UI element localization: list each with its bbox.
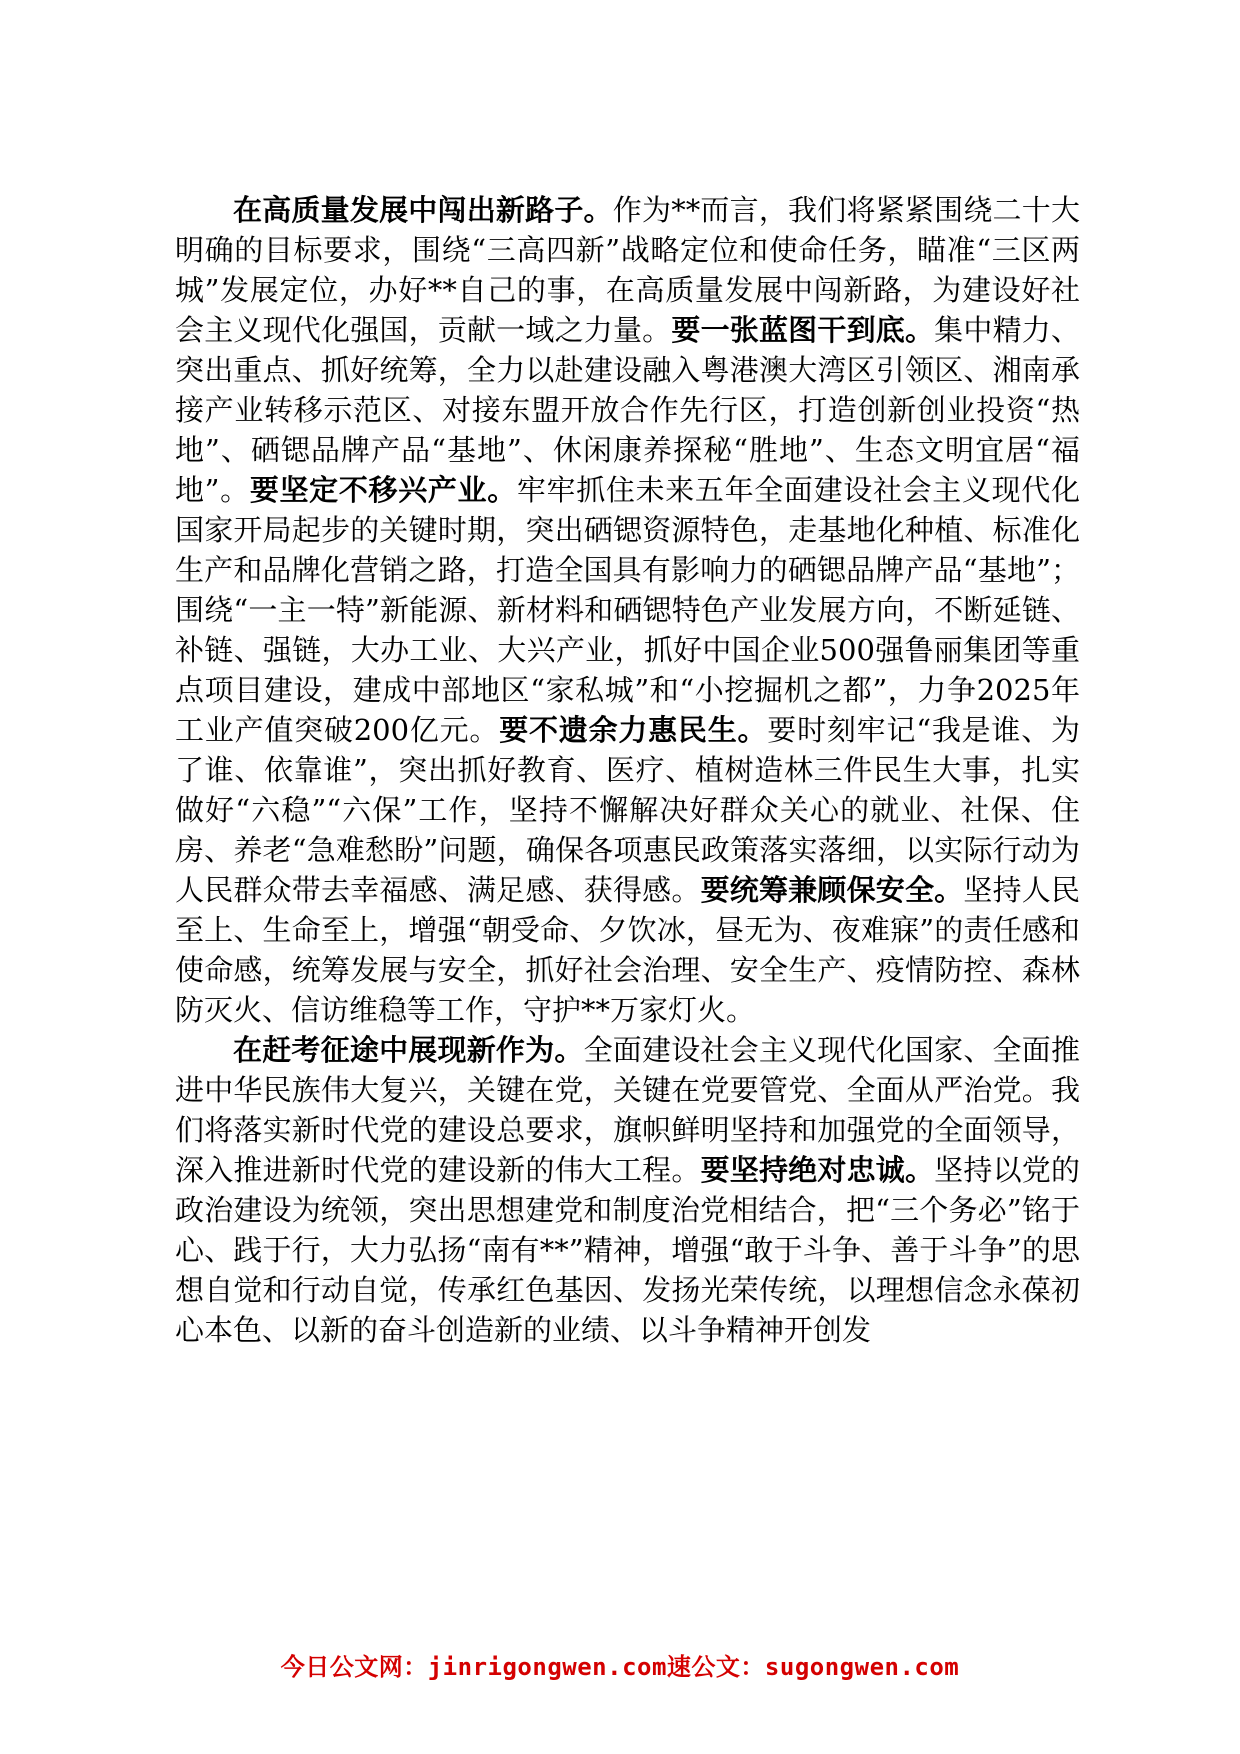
paragraph-1 xyxy=(175,190,1080,1030)
paragraph-1-text: 作为**而言，我们将紧紧围绕二十大明确的目标要求，围绕“三高四新”战略定位和使命任务，瞄准“三区两城”发展定位，办好**自己的事，在高质量发展中闯新路，为建设好社会主义现代化强国，贡献一域之力量。 xyxy=(175,193,1080,347)
paragraph-2-text: 坚持以党的政治建设为统领，突出思想建党和制度治党相结合，把“三个务必”铭于心、践于行，大力弘扬“南有**”精神，增强“敢于斗争、善于斗争”的思想自觉和行动自觉，传承红色基因、发扬光荣传统，以理想信念永葆初心本色、以新的奋斗创造新的业绩、以斗争精神开创发 xyxy=(175,1153,1080,1347)
paragraph-2-text: 全面建设社会主义现代化国家、全面推进中华民族伟大复兴，关键在党，关键在党要管党、全面从严治党。我们将落实新时代党的建设总要求，旗帜鲜明坚持和加强党的全面领导，深入推进新时代党的建设新的伟大工程。 xyxy=(175,1033,1080,1187)
paragraph-1-text: 牢牢抓住未来五年全面建设社会主义现代化国家开局起步的关键时期，突出硒锶资源特色，走基地化种植、标准化生产和品牌化营销之路，打造全国具有影响力的硒锶品牌产品“基地”；围绕“一主一特”新能源、新材料和硒锶特色产业发展方向，不断延链、补链、强链，大办工业、大兴产业，抓好中国企业500强鲁丽集团等重点项目建设，建成中部地区“家私城”和“小挖掘机之都”，力争2025年工业产值突破200亿元。 xyxy=(175,473,1080,747)
paragraph-2-heading: 在赶考征途中展现新作为。 xyxy=(233,1033,584,1067)
paragraph-1-heading: 在高质量发展中闯出新路子。 xyxy=(233,193,613,227)
paragraph-1-text: 坚持人民至上、生命至上，增强“朝受命、夕饮冰，昼无为、夜难寐”的责任感和使命感，统筹发展与安全，抓好社会治理、安全生产、疫情防控、森林防灭火、信访维稳等工作，守护**万家灯火。 xyxy=(175,873,1080,1027)
paragraph-2 xyxy=(175,1030,1080,1350)
paragraph-1-subheading-4: 要统筹兼顾保安全。 xyxy=(700,873,964,907)
paragraph-1-subheading-2: 要坚定不移兴产业。 xyxy=(249,473,517,507)
paragraph-1-text: 集中精力、突出重点、抓好统筹，全力以赴建设融入粤港澳大湾区引领区、湘南承接产业转移示范区、对接东盟开放合作先行区，打造创新创业投资“热地”、硒锶品牌产品“基地”、休闲康养探秘“胜地”、生态文明宜居“福地”。 xyxy=(175,313,1080,507)
paragraph-2-subheading-1: 要坚持绝对忠诚。 xyxy=(700,1153,935,1187)
paragraph-1-subheading-3: 要不遗余力惠民生。 xyxy=(499,713,768,747)
paragraph-1-text: 要时刻牢记“我是谁、为了谁、依靠谁”，突出抓好教育、医疗、植树造林三件民生大事，扎实做好“六稳”“六保”工作，坚持不懈解决好群众关心的就业、社保、住房、养老“急难愁盼”问题，确保各项惠民政策落实落细，以实际行动为人民群众带去幸福感、满足感、获得感。 xyxy=(175,713,1080,907)
paragraph-1-subheading-1: 要一张蓝图干到底。 xyxy=(671,313,935,347)
document-body xyxy=(175,190,1080,1350)
footer-watermark: 今日公文网：jinrigongwen.com速公文：sugongwen.com xyxy=(280,1653,960,1681)
